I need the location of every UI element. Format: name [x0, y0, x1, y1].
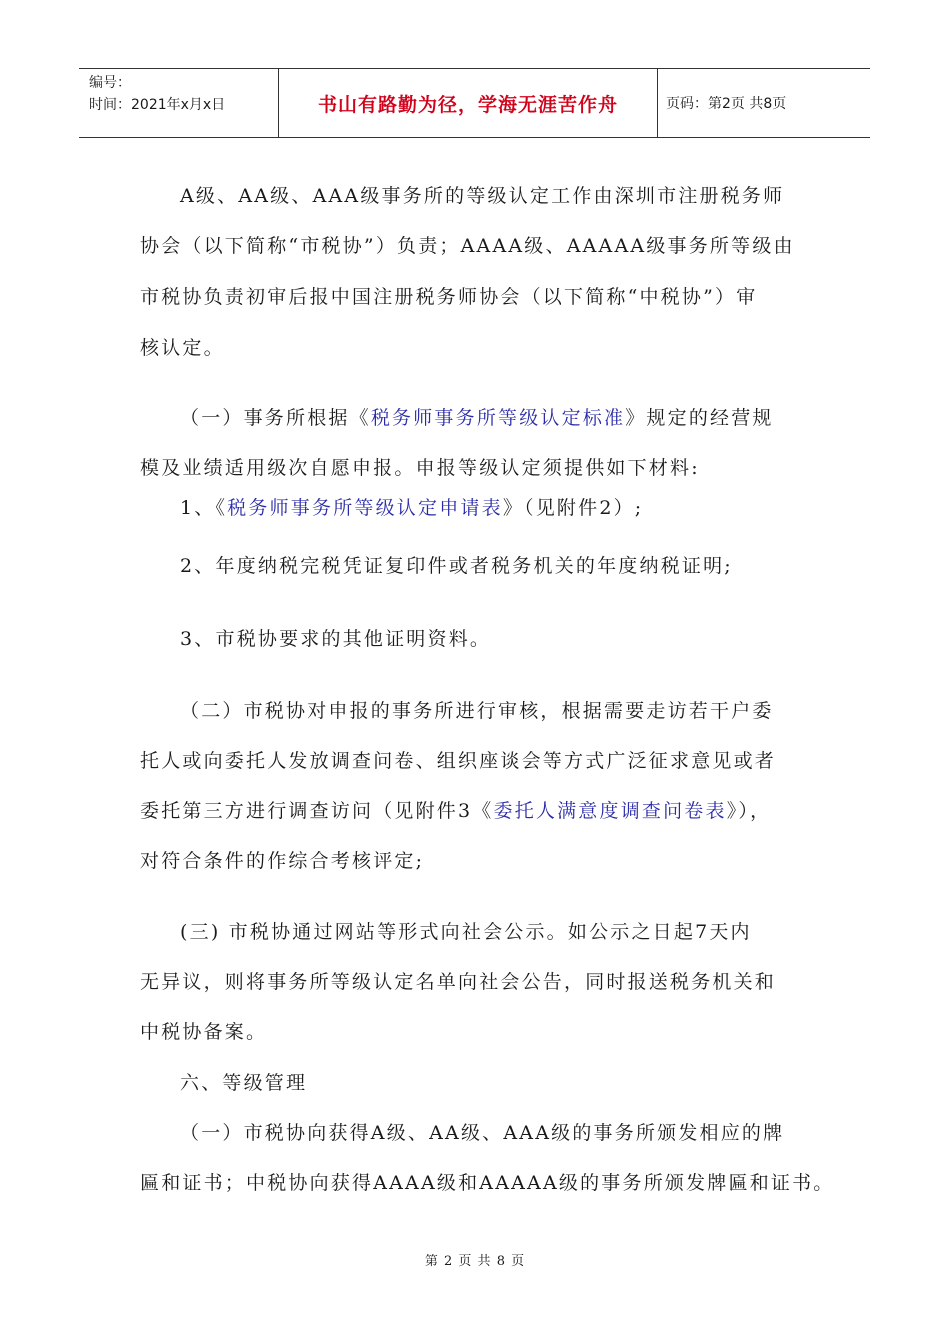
header-page-number: 页码：第2页 共8页	[666, 96, 787, 112]
text-segment: 》规定的经营规	[625, 407, 774, 429]
text-segment: 托人或向委托人发放调查问卷、组织座谈会等方式广泛征求意见或者	[140, 750, 777, 772]
text-segment: 3、市税协要求的其他证明资料。	[180, 628, 492, 650]
document-title-reference: 税务师事务所等级认定标准	[370, 407, 626, 429]
text-line	[180, 1118, 784, 1145]
text-segment: 无异议，则将事务所等级认定名单向社会公告，同时报送税务机关和	[140, 971, 777, 993]
text-line	[180, 696, 774, 723]
text-line	[180, 403, 774, 430]
text-segment: (三) 市税协通过网站等形式向社会公示。如公示之日起7天内	[180, 921, 752, 943]
text-segment: 协会（以下简称“市税协”）负责；AAAA级、AAAAA级事务所等级由	[140, 235, 795, 257]
text-line	[180, 1068, 307, 1095]
text-line	[180, 181, 784, 208]
text-segment: （二）市税协对申报的事务所进行审核，根据需要走访若干户委	[180, 700, 774, 722]
header-meta	[79, 69, 279, 137]
text-line	[140, 1168, 835, 1195]
text-segment: （一）市税协向获得A级、AA级、AAA级的事务所颁发相应的牌	[180, 1122, 785, 1144]
text-line	[140, 846, 424, 873]
text-line	[140, 453, 700, 480]
text-segment: 中税协备案。	[140, 1021, 268, 1043]
header-slogan: 书山有路勤为径，学海无涯苦作舟	[279, 69, 658, 137]
text-segment: （一）事务所根据《	[180, 407, 371, 429]
text-line	[140, 967, 776, 994]
text-segment: 1、《	[180, 497, 228, 519]
document-title-reference: 税务师事务所等级认定申请表	[227, 497, 503, 519]
text-line	[180, 551, 733, 578]
text-segment: 六、等级管理	[180, 1072, 308, 1094]
text-line	[140, 333, 225, 360]
text-segment: 》（见附件2）;	[502, 497, 644, 519]
text-segment: 模及业绩适用级次自愿申报。申报等级认定须提供如下材料:	[140, 457, 700, 479]
text-segment: 》），	[726, 800, 772, 822]
header-number: 编号：	[89, 75, 131, 91]
text-segment: 2、年度纳税完税凭证复印件或者税务机关的年度纳税证明;	[180, 555, 733, 577]
text-line	[180, 493, 643, 520]
text-line	[180, 624, 491, 651]
page-footer: 第 2 页 共 8 页	[424, 1254, 526, 1269]
text-segment: 市税协负责初审后报中国注册税务师协会（以下简称“中税协”）审	[140, 286, 758, 308]
text-segment: 核认定。	[140, 337, 225, 359]
document-title-reference: 委托人满意度调查问卷表	[493, 800, 727, 822]
text-segment: A级、AA级、AAA级事务所的等级认定工作由深圳市注册税务师	[180, 185, 785, 207]
text-line	[140, 746, 776, 773]
text-line	[140, 231, 795, 258]
text-segment: 对符合条件的作综合考核评定;	[140, 850, 425, 872]
text-segment: 委托第三方进行调查访问（见附件3《	[140, 800, 494, 822]
text-line	[140, 1017, 267, 1044]
text-segment: 匾和证书；中税协向获得AAAA级和AAAAA级的事务所颁发牌匾和证书。	[140, 1172, 835, 1194]
text-line	[140, 796, 771, 823]
text-line	[180, 917, 752, 944]
text-line	[140, 282, 757, 309]
header-time: 时间：2021年x月x日	[89, 97, 226, 113]
page-header	[79, 68, 870, 138]
